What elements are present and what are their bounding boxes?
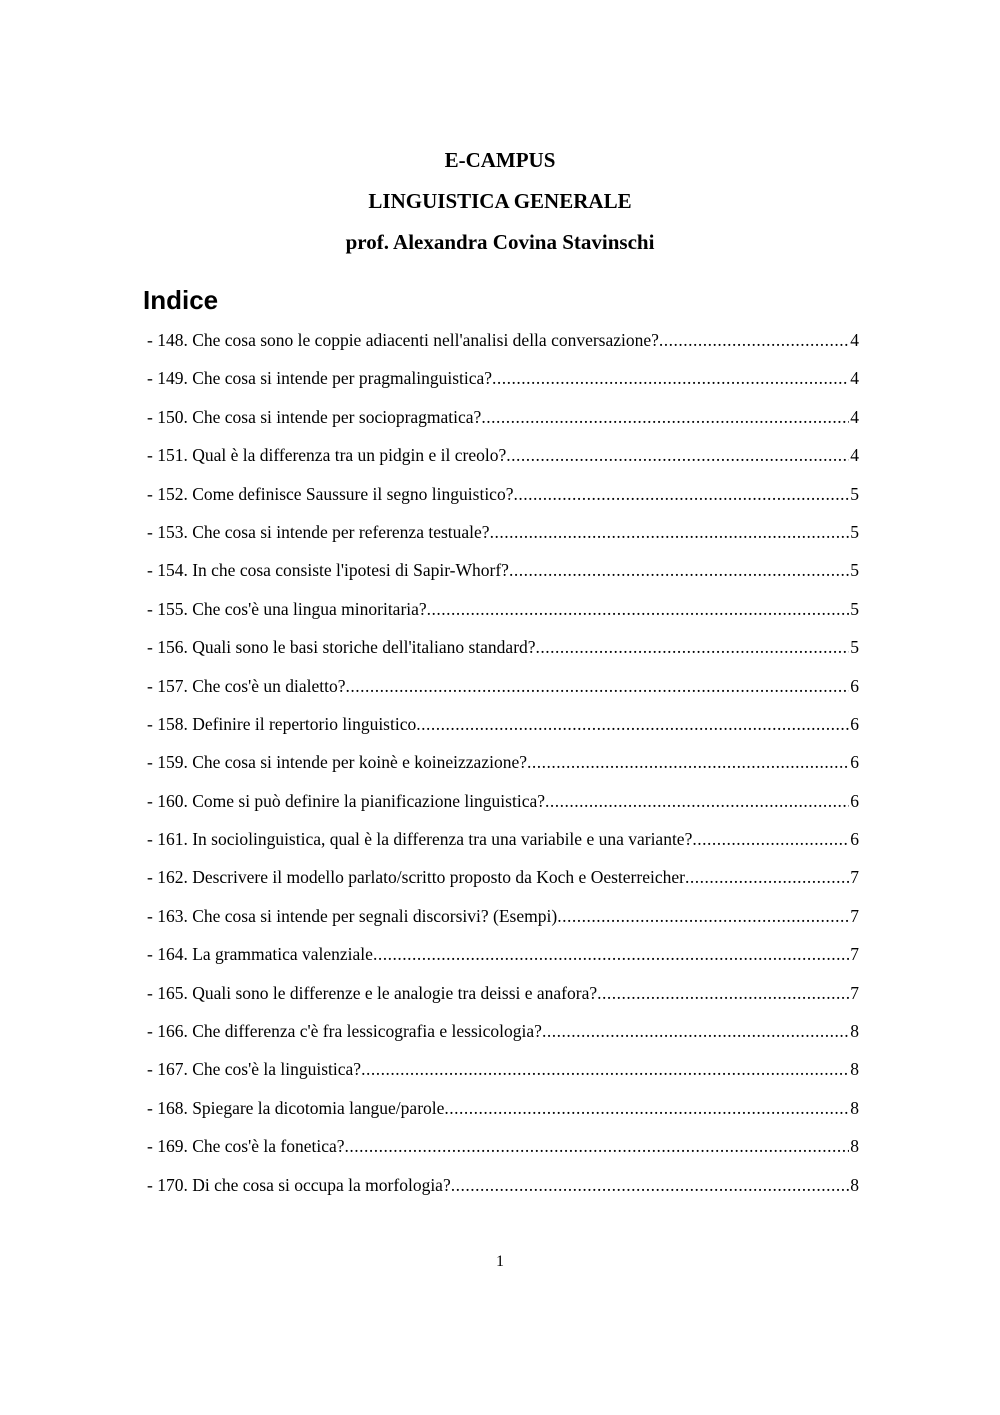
- toc-entry[interactable]: [147, 555, 859, 593]
- page-number: 1: [496, 1253, 504, 1270]
- toc-entry[interactable]: [147, 709, 859, 747]
- toc-entry[interactable]: [147, 594, 859, 632]
- toc-entry-page: 4: [850, 445, 859, 466]
- toc-entry[interactable]: [147, 440, 859, 478]
- toc-dot-leader: [557, 901, 849, 931]
- toc-entry-page: 8: [850, 1097, 859, 1118]
- toc-dot-leader: [427, 594, 850, 624]
- toc-entry[interactable]: [147, 747, 859, 785]
- toc-dot-leader: [509, 555, 849, 585]
- toc-entry[interactable]: [147, 363, 859, 401]
- toc-entry-page: 6: [850, 752, 859, 773]
- toc-entry-page: 7: [850, 944, 859, 965]
- toc-dot-leader: [542, 1016, 849, 1046]
- toc-dot-leader: [361, 1054, 849, 1084]
- professor-name: prof. Alexandra Covina Stavinschi: [345, 230, 655, 254]
- toc-entry[interactable]: [147, 1016, 859, 1054]
- toc-dot-leader: [527, 747, 849, 777]
- toc-entry-title: - 154. In che cosa consiste l'ipotesi di Sapir-Whorf?: [147, 560, 509, 581]
- toc-entry-page: 5: [850, 521, 859, 542]
- toc-entry-title: - 148. Che cosa sono le coppie adiacenti nell'analisi della conversazione?: [147, 330, 659, 350]
- toc-entry[interactable]: [147, 1054, 859, 1092]
- toc-dot-leader: [513, 479, 849, 509]
- toc-dot-leader: [545, 786, 849, 816]
- toc-entry-title: - 166. Che differenza c'è fra lessicografia e lessicologia?: [147, 1021, 542, 1042]
- toc-entry-title: - 165. Quali sono le differenze e le analogie tra deissi e anafora?: [147, 982, 598, 1003]
- toc-dot-leader: [345, 1131, 850, 1161]
- toc-entry[interactable]: [147, 939, 859, 977]
- toc-entry-page: 6: [850, 829, 859, 850]
- toc-entry[interactable]: [147, 1093, 859, 1131]
- toc-entry[interactable]: [147, 632, 859, 670]
- toc-entry-page: 7: [850, 905, 859, 926]
- toc-entry-page: 5: [850, 598, 859, 619]
- toc-entry-title: - 152. Come definisce Saussure il segno linguistico?: [147, 483, 514, 504]
- toc-entry-title: - 159. Che cosa si intende per koinè e koineizzazione?: [147, 752, 527, 773]
- toc-entry-title: - 153. Che cosa si intende per referenza testuale?: [147, 521, 490, 542]
- toc-entry-title: - 158. Definire il repertorio linguistico: [147, 713, 417, 734]
- toc-entry-page: 8: [850, 1059, 859, 1080]
- toc-entry[interactable]: [147, 1170, 859, 1208]
- toc-entry[interactable]: [147, 402, 859, 440]
- document-header: [0, 140, 1000, 263]
- toc-entry[interactable]: [147, 901, 859, 939]
- toc-entry-page: 4: [850, 406, 859, 427]
- toc-dot-leader: [481, 402, 849, 432]
- institution-title: E-CAMPUS: [444, 148, 556, 172]
- toc-entry-page: 7: [850, 982, 859, 1003]
- toc-entry-page: 7: [850, 867, 859, 888]
- toc-dot-leader: [506, 440, 849, 470]
- toc-entry-title: - 157. Che cos'è un dialetto?: [147, 675, 346, 696]
- toc-entry[interactable]: [147, 862, 859, 900]
- toc-entry-page: 5: [850, 637, 859, 658]
- toc-entry-title: - 163. Che cosa si intende per segnali discorsivi? (Esempi): [147, 905, 558, 926]
- toc-entry-title: - 167. Che cos'è la linguistica?: [147, 1059, 362, 1080]
- toc-entry-title: - 155. Che cos'è una lingua minoritaria?: [147, 598, 427, 619]
- toc-entry-title: - 160. Come si può definire la pianificazione linguistica?: [147, 790, 546, 811]
- toc-entry-title: - 162. Descrivere il modello parlato/scritto proposto da Koch e Oesterreicher: [147, 867, 685, 888]
- toc-dot-leader: [492, 363, 849, 393]
- toc-entry[interactable]: [147, 325, 859, 363]
- toc-entry[interactable]: [147, 978, 859, 1016]
- toc-entry-page: 8: [850, 1174, 859, 1195]
- table-of-contents: [147, 325, 859, 1208]
- toc-entry[interactable]: [147, 479, 859, 517]
- toc-entry-page: 5: [850, 560, 859, 581]
- toc-entry-title: - 168. Spiegare la dicotomia langue/parole: [147, 1097, 445, 1118]
- toc-entry-title: - 170. Di che cosa si occupa la morfologia?: [147, 1174, 451, 1195]
- toc-dot-leader: [373, 939, 849, 969]
- toc-entry-title: - 149. Che cosa si intende per pragmalinguistica?: [147, 368, 493, 389]
- toc-entry-title: - 169. Che cos'è la fonetica?: [147, 1136, 345, 1157]
- toc-dot-leader: [346, 671, 850, 701]
- toc-entry-title: - 161. In sociolinguistica, qual è la differenza tra una variabile e una variante?: [147, 829, 693, 850]
- toc-entry[interactable]: [147, 671, 859, 709]
- toc-entry-page: 4: [850, 368, 859, 389]
- toc-entry-page: 6: [850, 713, 859, 734]
- toc-dot-leader: [416, 709, 849, 739]
- toc-dot-leader: [659, 325, 849, 355]
- toc-entry[interactable]: [147, 786, 859, 824]
- toc-dot-leader: [685, 862, 849, 892]
- course-title: LINGUISTICA GENERALE: [368, 189, 632, 213]
- toc-entry-page: 8: [850, 1136, 859, 1157]
- toc-entry-page: 4: [850, 330, 859, 350]
- toc-heading: Indice: [143, 285, 219, 315]
- toc-entry-page: 6: [850, 790, 859, 811]
- toc-entry-page: 5: [850, 483, 859, 504]
- toc-entry-page: 6: [850, 675, 859, 696]
- toc-entry[interactable]: [147, 1131, 859, 1169]
- toc-entry-title: - 151. Qual è la differenza tra un pidgin e il creolo?: [147, 445, 507, 466]
- toc-dot-leader: [692, 824, 849, 854]
- toc-dot-leader: [444, 1093, 849, 1123]
- toc-entry-title: - 164. La grammatica valenziale: [147, 944, 373, 965]
- toc-entry-title: - 150. Che cosa si intende per sociopragmatica?: [147, 406, 482, 427]
- toc-entry[interactable]: [147, 824, 859, 862]
- toc-dot-leader: [536, 632, 850, 662]
- toc-dot-leader: [597, 978, 849, 1008]
- toc-dot-leader: [490, 517, 850, 547]
- toc-entry[interactable]: [147, 517, 859, 555]
- toc-dot-leader: [451, 1170, 850, 1200]
- toc-entry-title: - 156. Quali sono le basi storiche dell'italiano standard?: [147, 637, 536, 658]
- toc-entry-page: 8: [850, 1021, 859, 1042]
